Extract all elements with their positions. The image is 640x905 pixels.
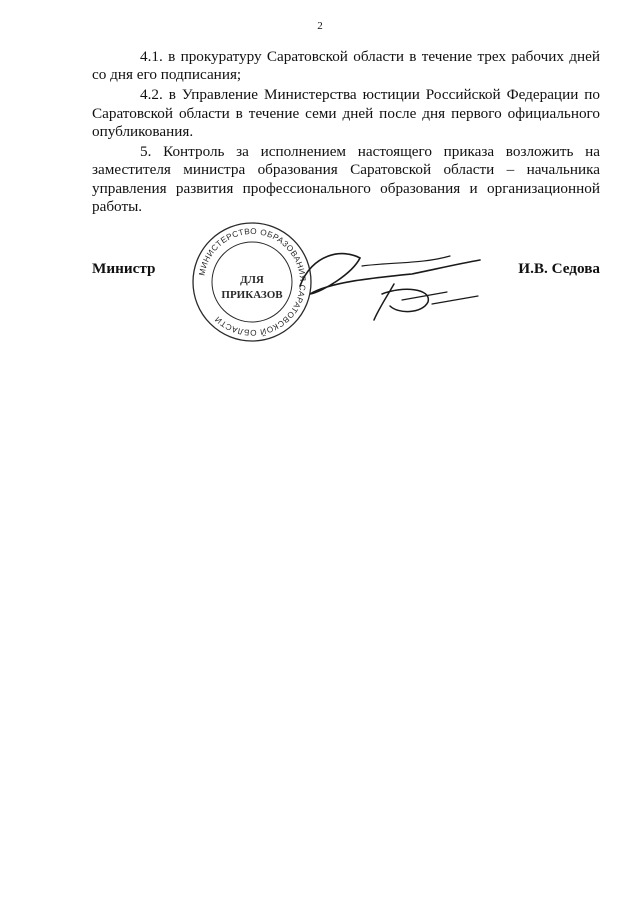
paragraph-4-1: 4.1. в прокуратуру Саратовской области в течение трех рабочих дней со дня его подписания; <box>92 48 600 84</box>
stamp-ring-text: МИНИСТЕРСТВО ОБРАЗОВАНИЯ САРАТОВСКОЙ ОБЛАСТИ <box>197 226 308 338</box>
stamp-center-line2: ПРИКАЗОВ <box>221 289 283 301</box>
handwritten-signature <box>282 234 492 324</box>
stamp-center-line1: ДЛЯ <box>240 274 264 286</box>
document-body <box>92 48 600 218</box>
paragraph-5: 5. Контроль за исполнением настоящего приказа возложить на заместителя министра образования Саратовской области – начальника управления развития профессионального образования и организационной работы. <box>92 143 600 216</box>
paragraph-4-2: 4.2. в Управление Министерства юстиции Российской Федерации по Саратовской области в течение семи дней после дня первого официального опубликования. <box>92 86 600 141</box>
signer-name: И.В. Седова <box>518 260 600 277</box>
signature-block <box>92 214 600 374</box>
page-number: 2 <box>317 20 323 32</box>
signer-title: Министр <box>92 260 156 277</box>
